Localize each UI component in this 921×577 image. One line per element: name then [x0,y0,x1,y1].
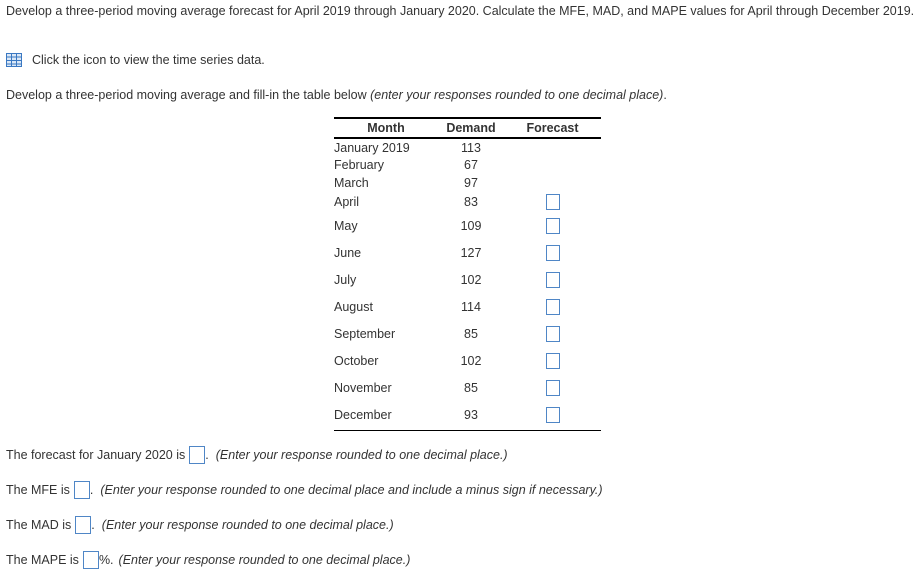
table-row [334,320,601,347]
answer-label: The MAD is [6,518,72,532]
forecast-cell [504,347,601,374]
forecast-input-july[interactable] [546,272,560,288]
answer-note: (Enter your response rounded to one decimal place.) [101,518,394,532]
answer-mfe [6,481,603,499]
forecast-input-april[interactable] [546,194,560,210]
table-row [334,401,601,430]
forecast-cell [504,174,601,192]
demand-cell: 102 [460,272,482,287]
header-demand: Demand [438,118,504,138]
forecast-cell [504,401,601,430]
month-cell: August [334,299,373,314]
month-cell: November [334,380,392,395]
forecast-input-november[interactable] [546,380,560,396]
time-series-data-link[interactable] [6,53,265,67]
forecast-input-october[interactable] [546,353,560,369]
forecast-cell [504,266,601,293]
demand-cell: 127 [460,245,482,260]
month-cell: January 2019 [334,140,410,155]
month-cell: May [334,218,358,233]
table-row [334,174,601,192]
data-link-label: Click the icon to view the time series data. [32,53,265,67]
header-month: Month [334,118,438,138]
answer-mad [6,516,394,534]
table-row [334,138,601,156]
table-row [334,293,601,320]
answer-forecast-january [6,446,508,464]
answer-suffix: . [89,483,94,497]
answer-label: The forecast for January 2020 is [6,448,186,462]
month-cell: July [334,272,357,287]
forecast-cell [504,138,601,156]
forecast-cell [504,239,601,266]
demand-cell: 83 [464,195,478,209]
demand-cell: 85 [464,326,478,341]
answer-note: (Enter your response rounded to one decimal place and include a minus sign if necessary.) [100,483,603,497]
month-cell: October [334,353,379,368]
instruction-text: Develop a three-period moving average and fill-in the table below [6,88,371,102]
table-row [334,212,601,239]
table-row [334,266,601,293]
forecast-input-may[interactable] [546,218,560,234]
mape-input[interactable] [83,551,99,569]
demand-cell: 114 [461,299,481,314]
answer-suffix: %. [98,553,114,567]
table-row [334,192,601,212]
demand-cell: 67 [464,158,478,172]
answer-suffix: . [91,518,95,532]
month-cell: June [334,245,362,260]
month-cell: March [334,176,369,190]
forecast-input-august[interactable] [546,299,560,315]
answer-suffix: . [205,448,209,462]
table-row [334,374,601,401]
answer-label: The MFE is [6,483,70,497]
demand-cell: 93 [464,408,478,423]
month-cell: September [334,326,396,341]
forecast-cell [504,293,601,320]
forecast-cell [504,192,601,212]
table-grid-icon[interactable] [6,53,22,67]
forecast-cell [504,374,601,401]
header-forecast: Forecast [504,118,601,138]
time-series-table [334,117,601,431]
forecast-input-september[interactable] [546,326,560,342]
answer-note: (Enter your response rounded to one decimal place.) [118,553,411,567]
month-cell: December [334,408,392,423]
month-cell: February [334,158,385,172]
forecast-cell [504,212,601,239]
forecast-january-input[interactable] [189,446,205,464]
mfe-input[interactable] [74,481,90,499]
month-cell: April [334,195,360,209]
table-row [334,347,601,374]
mad-input[interactable] [75,516,91,534]
answer-mape [6,551,410,569]
question-intro: Develop a three-period moving average forecast for April 2019 through January 2020. Calculate the MFE, MAD, and MAPE values for April through December 2019. [6,4,915,18]
instruction [6,88,667,102]
instruction-period: . [663,88,667,102]
table-header-row [334,118,601,138]
table-row [334,239,601,266]
demand-cell: 109 [460,218,482,233]
forecast-input-december[interactable] [546,407,560,423]
forecast-input-june[interactable] [546,245,560,261]
demand-cell: 113 [461,140,481,155]
demand-cell: 85 [464,380,478,395]
demand-cell: 97 [464,176,478,190]
instruction-note: (enter your responses rounded to one decimal place) [370,88,664,102]
answer-note: (Enter your response rounded to one decimal place.) [215,448,508,462]
answer-label: The MAPE is [6,553,79,567]
forecast-cell [504,156,601,174]
demand-cell: 102 [460,353,482,368]
forecast-cell [504,320,601,347]
table-row [334,156,601,174]
